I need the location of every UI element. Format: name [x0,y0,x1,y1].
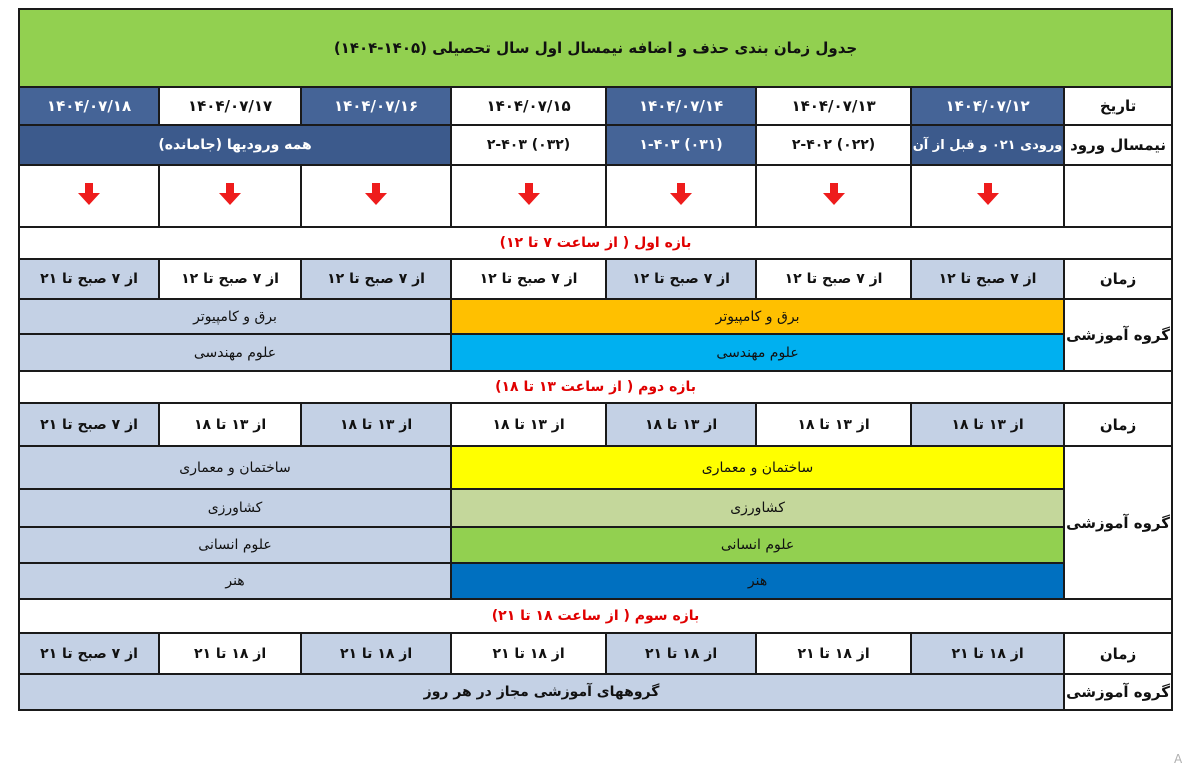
time-cell: از ۱۳ تا ۱۸ [159,403,301,446]
arrow-cell [606,165,756,227]
group-cell: ساختمان و معماری [19,446,451,489]
time-cell: از ۷ صبح تا ۱۲ [159,259,301,299]
entry-semester-label: نیمسال ورود [1064,125,1172,165]
group-label: گروه آموزشی [1064,446,1172,599]
arrow-cell [301,165,451,227]
arrow-row-label [1064,165,1172,227]
group-cell: کشاورزی [19,489,451,527]
schedule-table [18,8,1173,711]
schedule-sheet [18,8,1171,711]
entry-cell: ورودی ۰۲۱ و قبل از آن [911,125,1064,165]
time-cell: از ۷ صبح تا ۱۲ [756,259,911,299]
time-cell: از ۷ صبح تا ۱۲ [606,259,756,299]
time-cell: از ۷ صبح تا ۱۲ [301,259,451,299]
time-cell: از ۱۳ تا ۱۸ [911,403,1064,446]
date-cell: ۱۴۰۴/۰۷/۱۲ [911,87,1064,125]
down-arrow-icon [363,181,389,207]
group-cell: علوم انسانی [451,527,1064,563]
time-cell: از ۱۸ تا ۲۱ [451,633,606,674]
date-cell: ۱۴۰۴/۰۷/۱۴ [606,87,756,125]
arrow-cell [756,165,911,227]
down-arrow-icon [975,181,1001,207]
down-arrow-icon [821,181,847,207]
time-label: زمان [1064,403,1172,446]
down-arrow-icon [668,181,694,207]
time-label: زمان [1064,633,1172,674]
time-cell: از ۷ صبح تا ۲۱ [19,259,159,299]
date-cell: ۱۴۰۴/۰۷/۱۶ [301,87,451,125]
time-cell: از ۷ صبح تا ۲۱ [19,403,159,446]
group-cell: هنر [451,563,1064,599]
time-cell: از ۱۸ تا ۲۱ [756,633,911,674]
time-cell: از ۷ صبح تا ۲۱ [19,633,159,674]
arrow-cell [911,165,1064,227]
corner-mark: A [1174,752,1182,766]
time-cell: از ۱۳ تا ۱۸ [451,403,606,446]
entry-cell: (۰۳۲) ۲-۴۰۳ [451,125,606,165]
group-label: گروه آموزشی [1064,299,1172,371]
time-cell: از ۱۳ تا ۱۸ [756,403,911,446]
group-cell: هنر [19,563,451,599]
group-cell: علوم مهندسی [451,334,1064,371]
date-label: تاریخ [1064,87,1172,125]
time-cell: از ۱۳ تا ۱۸ [301,403,451,446]
down-arrow-icon [516,181,542,207]
group-cell: علوم مهندسی [19,334,451,371]
schedule-title: جدول زمان بندی حذف و اضافه نیمسال اول سال تحصیلی (۱۴۰۵-۱۴۰۴) [19,9,1172,87]
arrow-cell [451,165,606,227]
group-cell: علوم انسانی [19,527,451,563]
group-cell: کشاورزی [451,489,1064,527]
date-cell: ۱۴۰۴/۰۷/۱۸ [19,87,159,125]
time-cell: از ۱۳ تا ۱۸ [606,403,756,446]
time-cell: از ۱۸ تا ۲۱ [606,633,756,674]
entry-cell: همه ورودیها (جامانده) [19,125,451,165]
group-cell: برق و کامپیوتر [451,299,1064,334]
group-label: گروه آموزشی [1064,674,1172,710]
time-label: زمان [1064,259,1172,299]
time-cell: از ۱۸ تا ۲۱ [911,633,1064,674]
group-cell: برق و کامپیوتر [19,299,451,334]
arrow-cell [19,165,159,227]
date-cell: ۱۴۰۴/۰۷/۱۷ [159,87,301,125]
third-groups-note: گروههای آموزشی مجاز در هر روز [19,674,1064,710]
group-cell: ساختمان و معماری [451,446,1064,489]
date-cell: ۱۴۰۴/۰۷/۱۳ [756,87,911,125]
time-cell: از ۱۸ تا ۲۱ [159,633,301,674]
period-first-heading: بازه اول ( از ساعت ۷ تا ۱۲) [19,227,1172,259]
period-second-heading: بازه دوم ( از ساعت ۱۳ تا ۱۸) [19,371,1172,403]
down-arrow-icon [217,181,243,207]
time-cell: از ۷ صبح تا ۱۲ [911,259,1064,299]
time-cell: از ۷ صبح تا ۱۲ [451,259,606,299]
time-cell: از ۱۸ تا ۲۱ [301,633,451,674]
entry-cell: (۰۲۲) ۲-۴۰۲ [756,125,911,165]
entry-cell: (۰۳۱) ۱-۴۰۳ [606,125,756,165]
date-cell: ۱۴۰۴/۰۷/۱۵ [451,87,606,125]
arrow-cell [159,165,301,227]
down-arrow-icon [76,181,102,207]
period-third-heading: بازه سوم ( از ساعت ۱۸ تا ۲۱) [19,599,1172,633]
